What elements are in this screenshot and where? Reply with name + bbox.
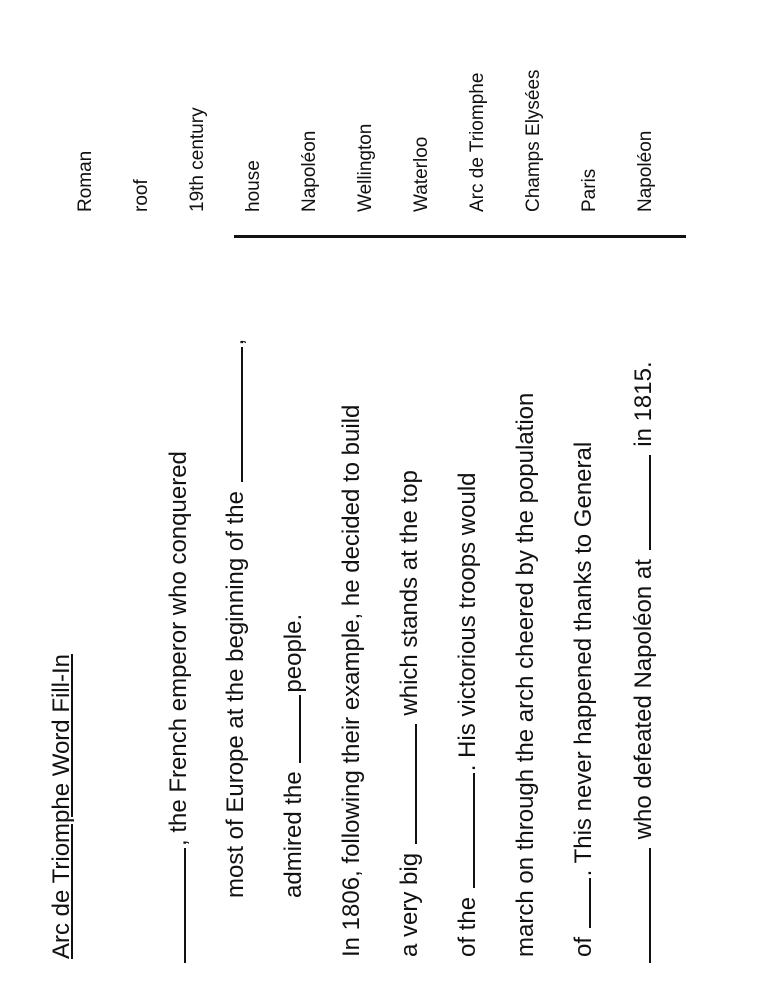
passage-line-9: who defeated Napoléon at in 1815.	[630, 361, 658, 965]
passage-line-7: march on through the arch cheered by the population	[512, 392, 539, 957]
passage-line-1: , the French emperor who conquered	[165, 451, 193, 965]
word-bank-divider	[234, 235, 686, 238]
fill-blank[interactable]	[298, 695, 301, 763]
passage-line-5: a very big which stands at the top	[396, 470, 423, 957]
worksheet-title: Arc de Triomphe Word Fill-In	[48, 654, 75, 959]
word-bank-item: Wellington	[355, 123, 376, 212]
word-bank-item: house	[243, 160, 264, 212]
word-bank-item: Champs Elysées	[523, 69, 544, 212]
passage-line-3: admired the people.	[280, 613, 307, 898]
fill-blank[interactable]	[588, 878, 591, 928]
passage-line-2: most of Europe at the beginning of the ,	[222, 338, 249, 898]
word-bank-item: Roman	[75, 150, 96, 212]
fill-blank[interactable]	[648, 848, 651, 963]
fill-blank[interactable]	[414, 724, 417, 844]
word-bank-item: Paris	[579, 168, 600, 212]
passage-line-6: of the . His victorious troops would	[454, 472, 481, 957]
fill-blank[interactable]	[472, 773, 475, 888]
word-bank-item: Waterloo	[411, 136, 432, 212]
passage-line-8: of . This never happened thanks to General	[570, 441, 597, 957]
word-bank-item: roof	[131, 179, 152, 212]
word-bank-item: Napoléon	[299, 130, 320, 212]
passage-line-4: In 1806, following their example, he decided to build	[338, 404, 365, 957]
fill-blank[interactable]	[648, 455, 651, 550]
word-bank-item: 19th century	[187, 107, 208, 212]
fill-blank[interactable]	[183, 848, 186, 963]
fill-blank[interactable]	[240, 347, 243, 482]
word-bank-item: Arc de Triomphe	[467, 72, 488, 212]
word-bank-item: Napoléon	[635, 130, 656, 212]
